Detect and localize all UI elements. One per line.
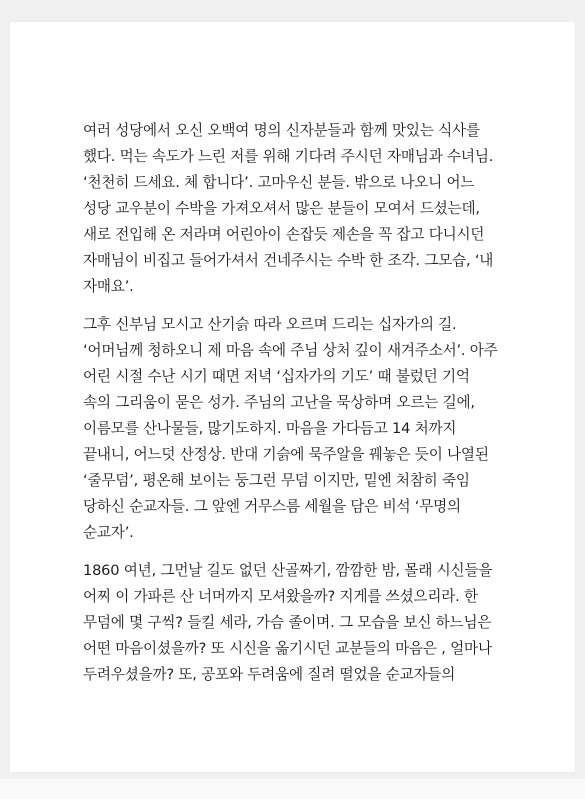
document-body bbox=[83, 118, 583, 700]
text-line: 자매요’. bbox=[83, 278, 134, 295]
document-page bbox=[10, 22, 575, 772]
next-page-edge bbox=[0, 779, 585, 799]
text-line: ‘천천히 드세요. 체 합니다’. 고마우신 분들. 밖으로 나오니 어느 bbox=[83, 174, 475, 191]
text-line: 두려우셨을까? 또, 공포와 두려움에 질려 떨었을 순교자들의 bbox=[83, 666, 456, 683]
text-line: 순교자’. bbox=[83, 524, 134, 541]
text-line: 그후 신부님 모시고 산기슭 따라 오르며 드리는 십자가의 길. bbox=[83, 316, 457, 333]
paragraph-2 bbox=[83, 312, 583, 546]
text-line: 어떤 마음이셨을까? 또 시신을 옮기시던 교분들의 마음은 , 얼마나 bbox=[83, 640, 492, 657]
text-line: 이름모를 산나물들, 많기도하지. 마음을 가다듬고 14 처까지 bbox=[83, 420, 457, 437]
text-line: 끝내니, 어느덧 산정상. 반대 기슭에 묵주알을 꿰놓은 듯이 나열된 bbox=[83, 446, 489, 463]
text-line: 성당 교우분이 수박을 가져오셔서 많은 분들이 모여서 드셨는데, bbox=[83, 200, 480, 217]
text-line: 어찌 이 가파른 산 너머까지 모셔왔을까? 지게를 쓰셨으리라. 한 bbox=[83, 588, 478, 605]
text-line: 자매님이 비집고 들어가셔서 건네주시는 수박 한 조각. 그모습, ‘내 bbox=[83, 252, 494, 269]
paragraph-3 bbox=[83, 558, 583, 688]
text-line: 속의 그리움이 묻은 성가. 주님의 고난을 묵상하며 오르는 길에, bbox=[83, 394, 475, 411]
text-line: 했다. 먹는 속도가 느린 저를 위해 기다려 주시던 자매님과 수녀님. bbox=[83, 148, 494, 165]
text-line: 여러 성당에서 오신 오백여 명의 신자분들과 함께 맛있는 식사를 bbox=[83, 122, 480, 139]
text-line: ‘줄무덤’, 평온해 보이는 둥그런 무덤 이지만, 밑엔 처참히 죽임 bbox=[83, 472, 470, 489]
text-line: 새로 전입해 온 저라며 어린아이 손잡듯 제손을 꼭 잡고 다니시던 bbox=[83, 226, 485, 243]
text-line: 당하신 순교자들. 그 앞엔 거무스름 세월을 담은 비석 ‘무명의 bbox=[83, 498, 461, 515]
text-line: 무덤에 몇 구씩? 들킬 세라, 가슴 졸이며. 그 모습을 보신 하느님은 bbox=[83, 614, 492, 631]
paragraph-1 bbox=[83, 118, 583, 300]
text-line: 1860 여년, 그먼날 길도 없던 산골짜기, 깜깜한 밤, 몰래 시신들을 bbox=[83, 562, 493, 579]
text-line: 어린 시절 수난 시기 때면 저녁 ‘십자가의 기도’ 때 불렀던 기억 bbox=[83, 368, 470, 385]
text-line: ‘어머님께 청하오니 제 마음 속에 주님 상처 깊이 새겨주소서’. 아주 bbox=[83, 342, 498, 359]
